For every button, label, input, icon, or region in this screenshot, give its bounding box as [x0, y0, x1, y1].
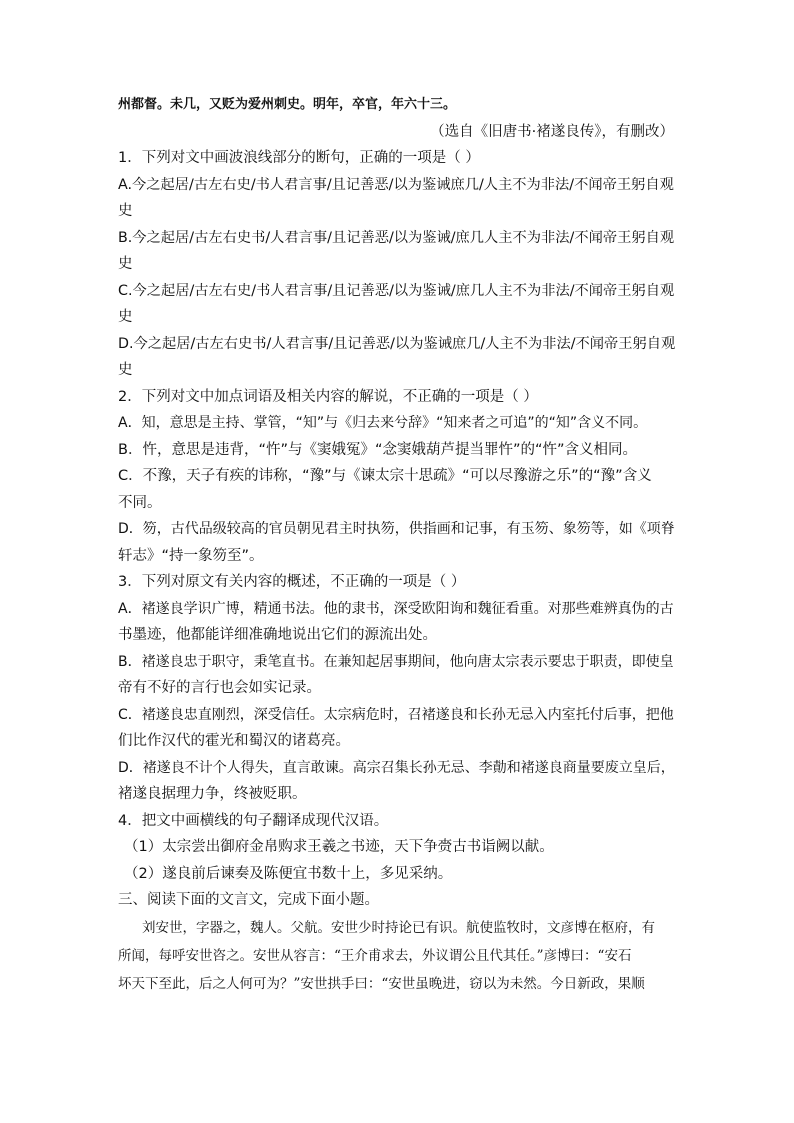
- question-3-option-d: D．褚遂良不计个人得失，直言敢谏。高宗召集长孙无忌、李勣和褚遂良商量要废立皇后，: [118, 759, 675, 776]
- question-1-option-b-cont: 史: [118, 256, 133, 272]
- question-1-stem: 1．下列对文中画波浪线部分的断句，正确的一项是（ ）: [118, 150, 480, 166]
- question-3-option-c: C．褚遂良忠直刚烈，深受信任。太宗病危时，召褚遂良和长孙无忌入内室托付后事，把他: [118, 706, 674, 723]
- section-3-heading: 三、阅读下面的文言文，完成下面小题。: [118, 892, 379, 908]
- question-3-option-b-cont: 帝有不好的言行也会如实记录。: [118, 680, 321, 696]
- question-4-stem: 4．把文中画横线的句子翻译成现代汉语。: [118, 812, 389, 829]
- question-2-option-a: A．知，意思是主持、掌管，“知”与《归去来兮辞》“知来者之可追”的“知”含义不同。: [118, 415, 648, 431]
- passage-tail: 州都督。未几，又贬为爱州刺史。明年，卒官，年六十三。: [118, 97, 457, 112]
- question-3-option-d-cont: 褚遂良据理力争，终被贬职。: [118, 786, 307, 802]
- question-4-sentence-1: （1）太宗尝出御府金帛购求王羲之书迹，天下争赍古书诣阙以献。: [124, 839, 554, 855]
- question-1-option-b: B.今之起居/古左右史书/人君言事/且记善恶/以为鉴诫/庶几人主不为非法/不闻帝王躬自观: [118, 229, 675, 246]
- question-2-stem: 2．下列对文中加点词语及相关内容的解说，不正确的一项是（ ）: [118, 388, 538, 405]
- question-2-option-d-cont: 轩志》“持一象笏至”。: [118, 547, 264, 564]
- question-3-option-b: B．褚遂良忠于职守，秉笔直书。在兼知起居事期间，他向唐太宗表示要忠于职责，即使皇: [118, 653, 674, 670]
- question-1-option-a: A.今之起居/古左右史/书人君言事/且记善恶/以为鉴诫庶几/人主不为非法/不闻帝王躬自观: [118, 176, 674, 193]
- question-2-option-c-cont: 不同。: [118, 494, 162, 511]
- section-3-passage-line-2: 所闻，每呼安世咨之。安世从容言：“王介甫求去，外议谓公且代其任。”彦博曰：“安石: [118, 947, 632, 964]
- question-2-option-c: C．不豫，天子有疾的讳称，“豫”与《谏太宗十思疏》“可以尽豫游之乐”的“豫”含义: [118, 468, 652, 484]
- question-3-option-c-cont: 们比作汉代的霍光和蜀汉的诸葛亮。: [118, 733, 350, 749]
- question-1-option-c: C.今之起居/古左右史/书人君言事/且记善恶/以为鉴诫/庶几人主不为非法/不闻帝王躬自观: [118, 282, 675, 299]
- question-1-option-d-cont: 史: [118, 362, 133, 378]
- question-1-option-c-cont: 史: [118, 309, 133, 325]
- question-2-option-d: D．笏，古代品级较高的官员朝见君主时执笏，供指画和记事，有玉笏、象笏等，如《项脊: [118, 521, 675, 537]
- section-3-passage-line-1: 刘安世，字器之，魏人。父航。安世少时持论已有识。航使监牧时，文彦博在枢府，有: [142, 919, 655, 936]
- question-1-option-a-cont: 史: [118, 203, 133, 219]
- question-2-option-b: B．忤，意思是违背，“忤”与《窦娥冤》“念窦娥葫芦提当罪忤”的“忤”含义相同。: [118, 441, 638, 458]
- section-3-passage-line-3: 坏天下至此，后之人何可为？”安世拱手曰：“安世虽晚进，窃以为未然。今日新政，果顺: [118, 975, 645, 992]
- question-4-sentence-2: （2）遂良前后谏奏及陈便宜书数十上，多见采纳。: [124, 865, 453, 882]
- source-citation: （选自《旧唐书·褚遂良传》，有删改）: [430, 123, 674, 140]
- question-3-stem: 3．下列对原文有关内容的概述，不正确的一项是（ ）: [118, 574, 466, 590]
- question-3-option-a: A．褚遂良学识广博，精通书法。他的隶书，深受欧阳询和魏征看重。对那些难辨真伪的古: [118, 600, 674, 617]
- document-body: [118, 92, 678, 998]
- question-3-option-a-cont: 书墨迹，他都能详细准确地说出它们的源流出处。: [118, 627, 437, 643]
- question-1-option-d: D.今之起居/古左右史书/人君言事/且记善恶/以为鉴诫庶几/人主不为非法/不闻帝王躬自观: [118, 335, 676, 352]
